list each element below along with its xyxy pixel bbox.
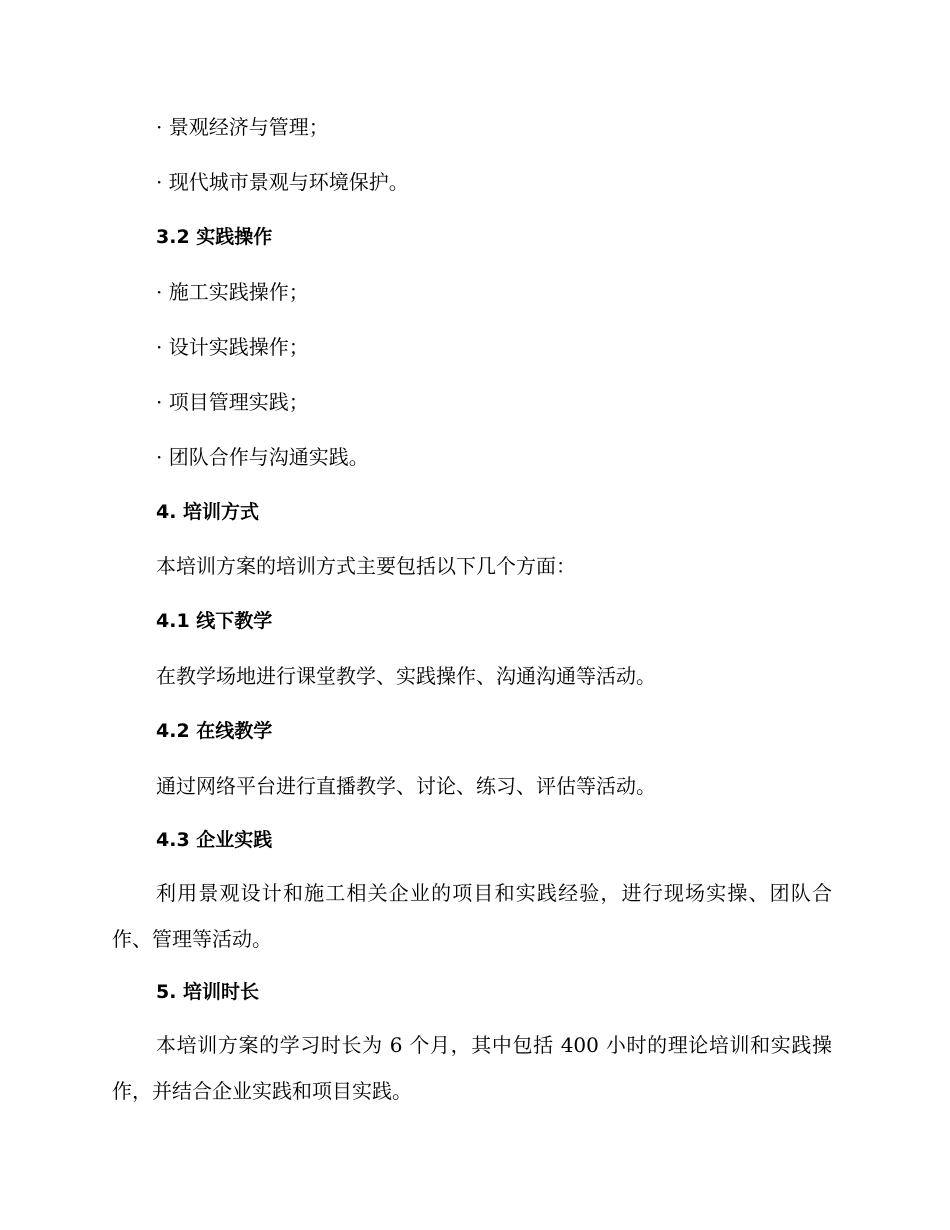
- paragraph-training-methods: 本培训方案的培训方式主要包括以下几个方面：: [156, 554, 576, 578]
- section-heading-3-2: 3.2 实践操作: [156, 226, 273, 248]
- bullet-project-management-practice: · 项目管理实践；: [156, 390, 309, 414]
- section-heading-4: 4. 培训方式: [156, 501, 260, 523]
- paragraph-training-duration: 本培训方案的学习时长为 6 个月，其中包括 400 小时的理论培训和实践操作，并结合企业实践和项目实践。: [112, 1033, 832, 1103]
- section-heading-4-3: 4.3 企业实践: [156, 829, 273, 851]
- bullet-construction-practice: · 施工实践操作；: [156, 280, 309, 304]
- section-heading-4-1: 4.1 线下教学: [156, 610, 273, 632]
- paragraph-enterprise-practice: 利用景观设计和施工相关企业的项目和实践经验，进行现场实操、团队合作、管理等活动。: [112, 881, 832, 951]
- section-heading-5: 5. 培训时长: [156, 981, 260, 1003]
- section-heading-4-2: 4.2 在线教学: [156, 720, 273, 742]
- bullet-urban-landscape-environment: · 现代城市景观与环境保护。: [156, 170, 409, 194]
- paragraph-online-teaching: 通过网络平台进行直播教学、讨论、练习、评估等活动。: [156, 774, 656, 798]
- paragraph-offline-teaching: 在教学场地进行课堂教学、实践操作、沟通沟通等活动。: [156, 664, 656, 688]
- bullet-landscape-economics: · 景观经济与管理；: [156, 115, 329, 139]
- bullet-design-practice: · 设计实践操作；: [156, 335, 309, 359]
- bullet-teamwork-practice: · 团队合作与沟通实践。: [156, 445, 369, 469]
